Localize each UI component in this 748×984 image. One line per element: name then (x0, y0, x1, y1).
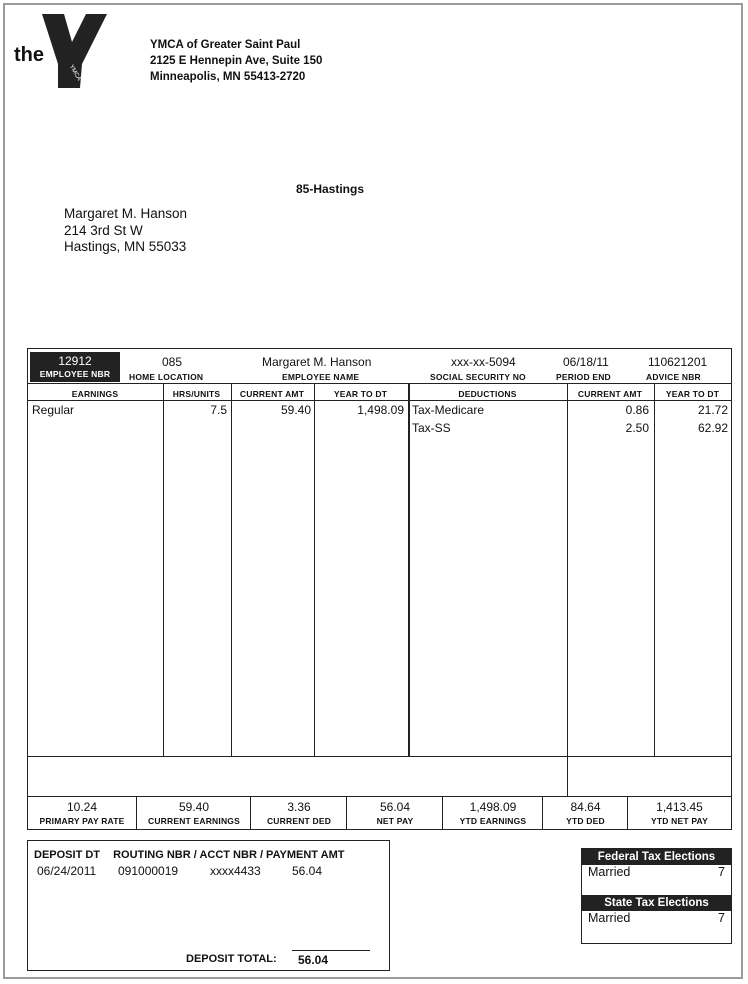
logo-ymca-mark: YMCA (67, 63, 82, 83)
employee-address-street: 214 3rd St W (64, 222, 143, 238)
employee-address (64, 206, 187, 256)
federal-tax-title: Federal Tax Elections (582, 849, 731, 865)
deductions-ytd-header: YEAR TO DT (665, 389, 720, 399)
organization-street: 2125 E Hennepin Ave, Suite 150 (150, 55, 323, 67)
deduction-row-ytd: 21.72 (697, 403, 728, 417)
current-earnings-label: CURRENT EARNINGS (148, 816, 240, 826)
current-ded-label: CURRENT DED (266, 816, 332, 826)
current-earnings-value: 59.40 (178, 800, 210, 814)
earnings-header: EARNINGS (71, 389, 119, 399)
primary-pay-rate-label: PRIMARY PAY RATE (39, 816, 125, 826)
deposit-total-rule (292, 950, 370, 951)
deposit-routing-header: ROUTING NBR / ACCT NBR / PAYMENT AMT (113, 849, 345, 861)
period-end-label: PERIOD END (556, 372, 611, 382)
ytd-earnings-label: YTD EARNINGS (459, 816, 527, 826)
earnings-deductions-grid (27, 384, 732, 830)
earnings-current-header: CURRENT AMT (239, 389, 305, 399)
deposit-total-value: 56.04 (298, 953, 329, 967)
state-tax-status: Married (588, 911, 631, 925)
employee-address-name: Margaret M. Hanson (64, 206, 188, 221)
hrs-units-header: HRS/UNITS (172, 389, 221, 399)
organization-city: Minneapolis, MN 55413-2720 (150, 71, 306, 83)
employee-nbr-label: EMPLOYEE NBR (39, 369, 111, 379)
deposit-routing: 091000019 (118, 864, 179, 878)
organization-address (150, 37, 322, 85)
earnings-ytd-header: YEAR TO DT (333, 389, 388, 399)
tax-elections-box (581, 848, 732, 944)
advice-nbr-value: 110621201 (648, 355, 708, 369)
ssn-value: xxx-xx-5094 (451, 355, 516, 369)
home-location-value: 085 (162, 355, 183, 369)
ymca-logo (12, 12, 122, 92)
advice-nbr-label: ADVICE NBR (646, 372, 701, 382)
federal-tax-allowances: 7 (718, 865, 725, 879)
deposit-account: xxxx4433 (210, 864, 261, 878)
current-ded-value: 3.36 (287, 800, 311, 814)
earnings-row-hrs: 7.5 (210, 403, 227, 417)
deduction-row-current: 2.50 (625, 421, 649, 435)
deposit-total-label: DEPOSIT TOTAL: (186, 953, 277, 965)
deposit-header (34, 849, 344, 861)
location-code: 85-Hastings (295, 182, 365, 196)
organization-name: YMCA of Greater Saint Paul (150, 39, 301, 51)
deduction-row-ytd: 62.92 (697, 421, 728, 435)
earnings-row-current: 59.40 (280, 403, 311, 417)
deduction-row-name: Tax-Medicare (412, 403, 485, 417)
ytd-net-pay-value: 1,413.45 (656, 800, 703, 814)
net-pay-value: 56.04 (379, 800, 411, 814)
deduction-row-name: Tax-SS (412, 421, 451, 435)
ytd-ded-value: 84.64 (570, 800, 601, 814)
deposit-date: 06/24/2011 (37, 864, 97, 878)
primary-pay-rate-value: 10.24 (66, 800, 98, 814)
employee-nbr-box (30, 352, 120, 382)
ytd-ded-label: YTD DED (566, 816, 605, 826)
ssn-label: SOCIAL SECURITY NO (430, 372, 526, 382)
logo-the-text: the (14, 44, 44, 66)
net-pay-label: NET PAY (376, 816, 414, 826)
deposit-date-header: DEPOSIT DT (34, 849, 101, 861)
ytd-net-pay-label: YTD NET PAY (651, 816, 708, 826)
home-location-label: HOME LOCATION (129, 372, 204, 382)
employee-nbr-value: 12912 (58, 354, 92, 368)
ytd-earnings-value: 1,498.09 (469, 800, 517, 814)
deduction-row-current: 0.86 (625, 403, 649, 417)
employee-name-label: EMPLOYEE NAME (282, 372, 360, 382)
deductions-current-header: CURRENT AMT (577, 389, 643, 399)
earnings-row-ytd: 1,498.09 (357, 403, 404, 417)
deductions-header: DEDUCTIONS (458, 389, 517, 399)
employee-name-value: Margaret M. Hanson (262, 355, 372, 369)
state-tax-title: State Tax Elections (582, 895, 731, 911)
federal-tax-status: Married (588, 865, 631, 879)
period-end-value: 06/18/11 (563, 355, 609, 369)
employee-address-city: Hastings, MN 55033 (64, 239, 187, 254)
earnings-row-name: Regular (32, 403, 75, 417)
deposit-amount: 56.04 (292, 864, 323, 878)
state-tax-allowances: 7 (718, 911, 725, 925)
